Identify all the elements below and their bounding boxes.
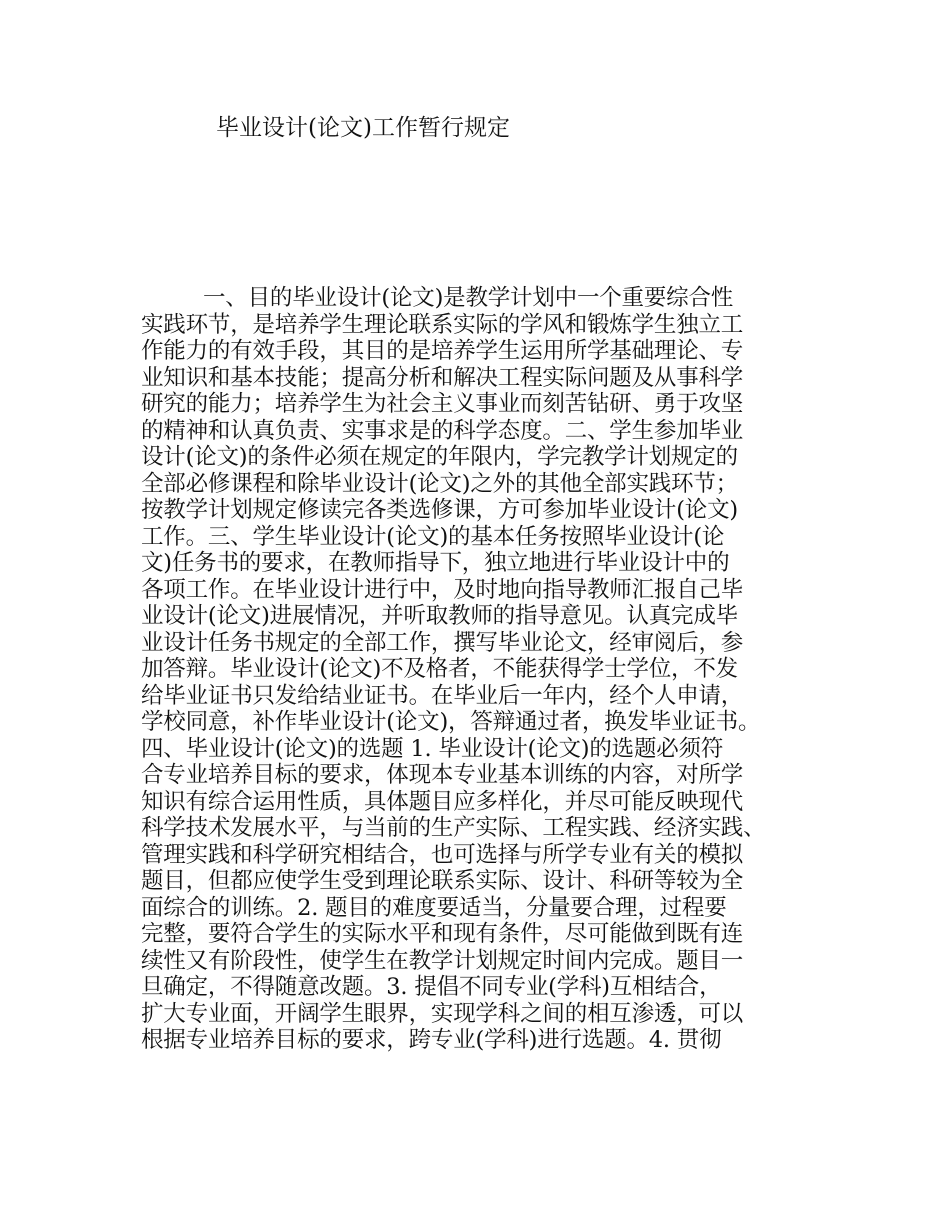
body-line: 学校同意，补作毕业设计(论文)，答辩通过者，换发毕业证书。: [141, 709, 761, 735]
body-line: 面综合的训练。2. 题目的难度要适当，分量要合理，过程要: [141, 894, 727, 921]
body-line: 作能力的有效手段，其目的是培养学生运用所学基础理论、专: [141, 338, 744, 364]
body-line: 完整，要符合学生的实际水平和现有条件，尽可能做到既有连: [141, 921, 744, 947]
body-line: 管理实践和科学研究相结合，也可选择与所学专业有关的模拟: [141, 841, 744, 868]
body-line: 给毕业证书只发给结业证书。在毕业后一年内，经个人申请，: [141, 682, 744, 709]
body-line: 实践环节，是培养学生理论联系实际的学风和锻炼学生独立工: [141, 311, 744, 338]
document-title: 毕业设计(论文)工作暂行规定: [216, 115, 510, 141]
body-line: 全部必修课程和除毕业设计(论文)之外的其他全部实践环节；: [141, 470, 738, 497]
body-line: 根据专业培养目标的要求，跨专业(学科)进行选题。4. 贯彻: [141, 1027, 722, 1053]
body-line: 一、目的毕业设计(论文)是教学计划中一个重要综合性: [203, 285, 734, 311]
body-line: 工作。三、学生毕业设计(论文)的基本任务按照毕业设计(论: [141, 523, 725, 550]
body-line: 四、毕业设计(论文)的选题 1. 毕业设计(论文)的选题必须符: [141, 735, 724, 762]
body-line: 研究的能力；培养学生为社会主义事业而刻苦钻研、勇于攻坚: [141, 391, 744, 417]
body-line: 设计(论文)的条件必须在规定的年限内，学完教学计划规定的: [141, 444, 738, 470]
body-line: 续性又有阶段性，使学生在教学计划规定时间内完成。题目一: [141, 947, 744, 974]
body-line: 科学技术发展水平，与当前的生产实际、工程实践、经济实践、: [141, 815, 766, 841]
body-line: 文)任务书的要求，在教师指导下，独立地进行毕业设计中的: [141, 550, 730, 576]
body-line: 加答辩。毕业设计(论文)不及格者，不能获得学士学位，不发: [141, 656, 738, 682]
body-line: 合专业培养目标的要求，体现本专业基本训练的内容，对所学: [141, 762, 744, 788]
body-line: 业设计(论文)进展情况，并听取教师的指导意见。认真完成毕: [141, 603, 738, 629]
body-line: 各项工作。在毕业设计进行中，及时地向指导教师汇报自己毕: [141, 576, 744, 603]
body-line: 旦确定，不得随意改题。3. 提倡不同专业(学科)互相结合，: [141, 974, 722, 1000]
document-body: [141, 285, 841, 1054]
body-line: 扩大专业面，开阔学生眼界，实现学科之间的相互渗透，可以: [141, 1000, 744, 1027]
body-line: 题目，但都应使学生受到理论联系实际、设计、科研等较为全: [141, 868, 744, 894]
body-line: 的精神和认真负责、实事求是的科学态度。二、学生参加毕业: [141, 417, 744, 444]
body-line: 知识有综合运用性质，具体题目应多样化，并尽可能反映现代: [141, 788, 744, 815]
body-line: 业设计任务书规定的全部工作，撰写毕业论文，经审阅后，参: [141, 629, 744, 656]
body-line: 业知识和基本技能；提高分析和解决工程实际问题及从事科学: [141, 364, 744, 391]
body-line: 按教学计划规定修读完各类选修课，方可参加毕业设计(论文): [141, 497, 738, 523]
